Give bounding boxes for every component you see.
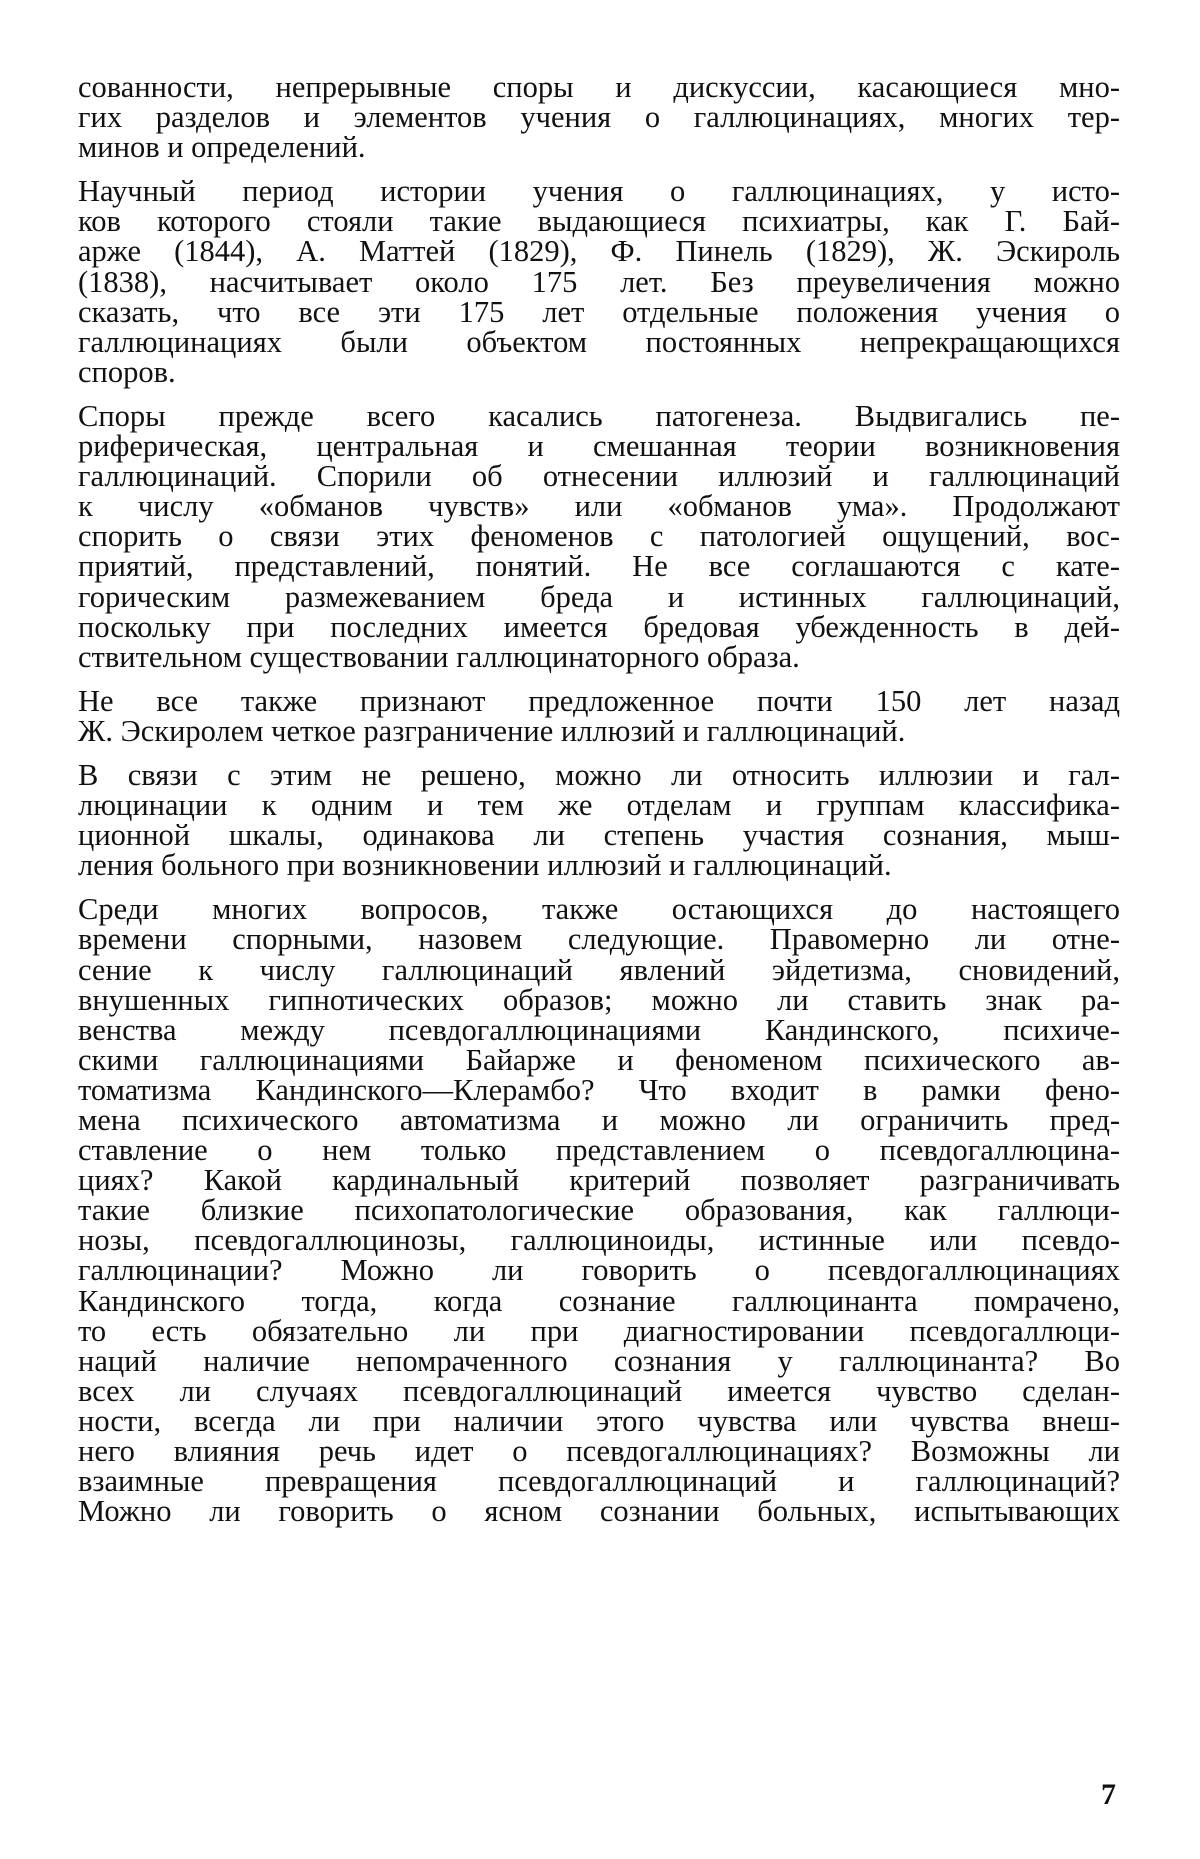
text-line: такие близкие психопатологические образования, как галлюци- [78,1193,1120,1228]
paragraph [78,683,1120,748]
paragraph [78,398,1120,674]
text-line: нозы, псевдогаллюцинозы, галлюциноиды, истинные или псевдо- [78,1223,1120,1258]
text-line: всех ли случаях псевдогаллюцинаций имеется чувство сделан- [78,1373,1120,1408]
text-line: сказать, что все эти 175 лет отдельные положения учения о [78,294,1120,329]
text-line: ности, всегда ли при наличии этого чувства или чувства внеш- [78,1403,1120,1438]
text-line: Научный период истории учения о галлюцинациях, у исто- [78,174,1120,209]
text-line: него влияния речь идет о псевдогаллюцинациях? Возможны ли [78,1434,1120,1469]
paragraph [78,892,1120,1529]
text-line: спорить о связи этих феноменов с патологией ощущений, вос- [78,519,1120,554]
text-line: то есть обязательно ли при диагностировании псевдогаллюци- [78,1313,1120,1348]
text-line: споров. [78,354,176,389]
text-line: времени спорными, назовем следующие. Правомерно ли отне- [78,922,1120,957]
text-line: Споры прежде всего касались патогенеза. Выдвигались пе- [78,398,1120,433]
paragraph [78,176,1120,387]
text-line: минов и определений. [78,130,366,165]
text-line: Можно ли говорить о ясном сознании больных, испытывающих [78,1494,1120,1529]
text-line: Ж. Эскиролем четкое разграничение иллюзий и галлюцинаций. [78,713,906,748]
text-line: венства между псевдогаллюцинациями Кандинского, психиче- [78,1012,1120,1047]
text-line: галлюцинаций. Спорили об отнесении иллюзий и галлюцинаций [78,459,1120,494]
text-line: люцинации к одним и тем же отделам и группам классифика- [78,788,1120,823]
text-line: томатизма Кандинского—Клерамбо? Что входит в рамки фено- [78,1072,1120,1107]
page-body [78,72,1120,1732]
text-line: скими галлюцинациями Байарже и феноменом психического ав- [78,1042,1120,1077]
text-line: (1838), насчитывает около 175 лет. Без преувеличения можно [78,264,1120,299]
text-line: сованности, непрерывные споры и дискуссии, касающиеся мно- [78,70,1120,104]
text-line: гих разделов и элементов учения о галлюцинациях, многих тер- [78,100,1120,135]
text-line: галлюцинациях были объектом постоянных непрекращающихся [78,324,1120,359]
text-line: сение к числу галлюцинаций явлений эйдетизма, сновидений, [78,952,1120,987]
text-line: взаимные превращения псевдогаллюцинаций и галлюцинаций? [78,1464,1120,1499]
paragraph [78,70,1120,165]
text-line: ления больного при возникновении иллюзий и галлюцинаций. [78,848,892,883]
text-line: Не все также признают предложенное почти 150 лет назад [78,683,1120,718]
text-line: ставление о нем только представлением о псевдогаллюцина- [78,1133,1120,1168]
text-line: внушенных гипнотических образов; можно ли ставить знак ра- [78,982,1120,1017]
text-line: галлюцинации? Можно ли говорить о псевдогаллюцинациях [78,1253,1120,1288]
text-line: поскольку при последних имеется бредовая убежденность в дей- [78,609,1120,644]
text-line: наций наличие непомраченного сознания у галлюцинанта? Во [78,1343,1120,1378]
paragraph [78,757,1120,883]
text-line: ствительном существовании галлюцинаторного образа. [78,639,800,674]
text-line: к числу «обманов чувств» или «обманов ума». Продолжают [78,489,1120,524]
text-line: Среди многих вопросов, также остающихся до настоящего [78,892,1120,927]
text-line: В связи с этим не решено, можно ли относить иллюзии и гал- [78,757,1120,792]
page-number: 7 [1101,1778,1116,1811]
text-line: ционной шкалы, одинакова ли степень участия сознания, мыш- [78,818,1120,853]
text-line: приятий, представлений, понятий. Не все соглашаются с кате- [78,549,1120,584]
text-line: арже (1844), А. Маттей (1829), Ф. Пинель (1829), Ж. Эскироль [78,234,1120,269]
text-line: ков которого стояли такие выдающиеся психиатры, как Г. Бай- [78,204,1120,239]
text-line: Кандинского тогда, когда сознание галлюцинанта помрачено, [78,1283,1120,1318]
text-line: мена психического автоматизма и можно ли ограничить пред- [78,1103,1120,1137]
text-line: риферическая, центральная и смешанная теории возникновения [78,429,1120,464]
text-line: горическим размежеванием бреда и истинных галлюцинаций, [78,579,1120,614]
text-line: циях? Какой кардинальный критерий позволяет разграничивать [78,1163,1120,1198]
